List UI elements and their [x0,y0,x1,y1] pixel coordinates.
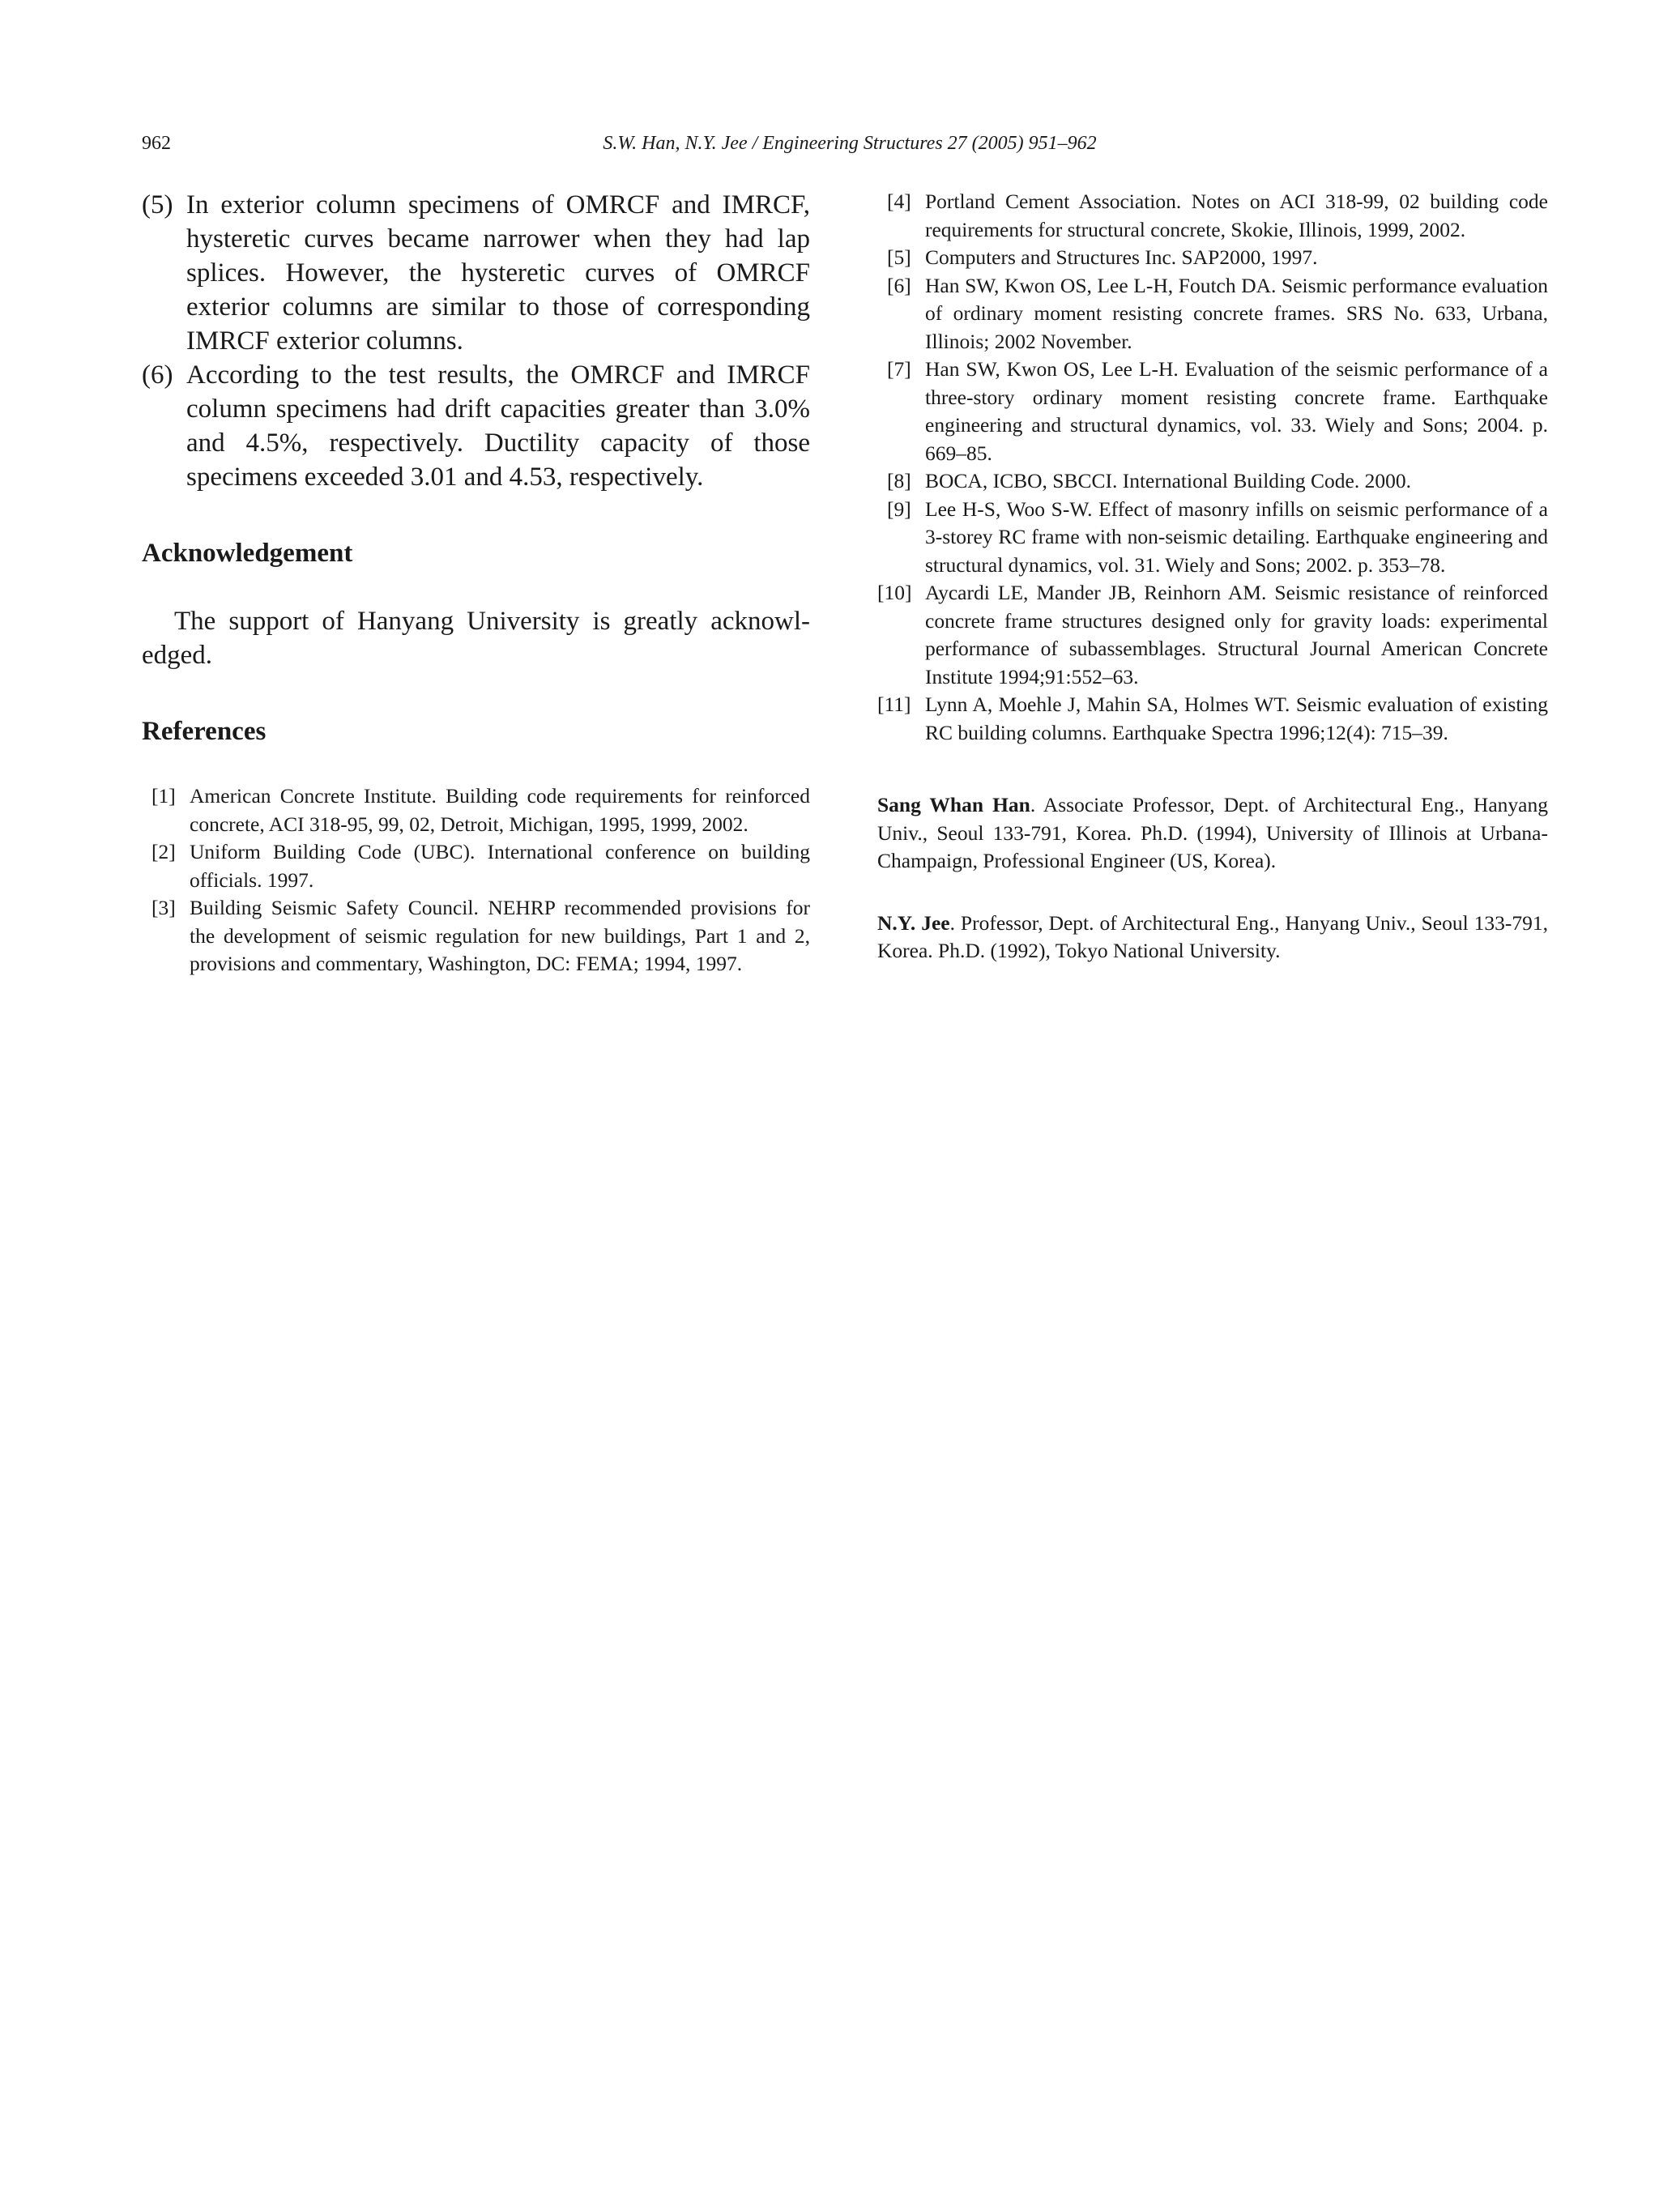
reference-number: [4] [887,190,911,213]
reference-text: Lee H-S, Woo S-W. Effect of masonry infills on seismic performance of a 3-storey RC frame with non-seismic detailing. Earthquake engineering and structural dynamics, vol. 31. Wiely and Sons; 2002. p. 353–78. [925,497,1548,577]
reference-list-left [142,782,810,978]
acknowledgement-heading: Acknowledgement [142,539,353,568]
conclusion-number: (5) [142,190,173,219]
reference-number: [2] [151,840,176,863]
reference-list-right [877,188,1548,747]
reference-number: [8] [887,469,911,492]
reference-item [877,188,1548,244]
author-bio-text: . Associate Professor, Dept. of Architectural Eng., Hanyang Univ., Seoul 133-791, Korea. Ph.D. (1994), University of Illinois at Urbana-Champaign, Professional Engineer (US, Korea). [877,793,1548,872]
reference-number: [11] [877,693,911,716]
reference-number: [6] [887,273,911,297]
reference-text: Aycardi LE, Mander JB, Reinhorn AM. Seismic resistance of reinforced concrete frame structures designed only for gravity loads: experimental performance of subassemblages. Structural Journal American Concrete Institute 1994;91:552–63. [925,581,1548,688]
reference-item [877,467,1548,496]
reference-number: [9] [887,497,911,521]
reference-item [877,496,1548,580]
reference-number: [1] [151,784,176,808]
author-biography [877,791,1548,876]
reference-number: [7] [887,357,911,381]
reference-text: Han SW, Kwon OS, Lee L-H. Evaluation of the seismic performance of a three-story ordinary moment resisting concrete frame. Earthquake engineering and structural dynamics, vol. 33. Wiely and Sons; 2004. p. 669–85. [925,357,1548,465]
reference-text: Portland Cement Association. Notes on ACI 318-99, 02 building code requirements for structural concrete, Skokie, Illinois, 1999, 2002. [925,190,1548,241]
reference-number: [10] [877,581,912,604]
reference-text: BOCA, ICBO, SBCCI. International Building Code. 2000. [925,469,1411,492]
author-name: Sang Whan Han [877,793,1030,816]
page-number: 962 [142,133,171,154]
reference-item [142,838,810,894]
reference-number: [3] [151,896,176,919]
conclusion-text: In exterior column specimens of OMRCF and IMRCF, hysteretic curves became narrower when they had lap splices. However, the hysteretic curves of OMRCF exterior columns are similar to those of corresponding IMRCF exterior columns. [186,190,810,356]
acknowledgement-text: The support of Hanyang University is greatly acknowl-edged. [142,607,810,670]
author-bio-text: . Professor, Dept. of Architectural Eng., Hanyang Univ., Seoul 133-791, Korea. Ph.D. (1992), Tokyo National University. [877,910,1548,962]
reference-item [877,272,1548,356]
reference-text: Lynn A, Moehle J, Mahin SA, Holmes WT. Seismic evaluation of existing RC building columns. Earthquake Spectra 1996;12(4): 715–39. [925,693,1548,744]
right-column [877,188,1548,965]
reference-text: American Concrete Institute. Building code requirements for reinforced concrete, ACI 318-95, 99, 02, Detroit, Michigan, 1995, 1999, 2002. [190,784,810,836]
reference-item [142,782,810,838]
references-heading: References [142,717,267,746]
conclusion-text: According to the test results, the OMRCF and IMRCF column specimens had drift capacities greater than 3.0% and 4.5%, respectively. Ductility capacity of those specimens exceeded 3.01 and 4.53, respectively. [186,360,810,492]
reference-item [877,579,1548,691]
left-column [142,188,810,978]
reference-item [877,356,1548,467]
reference-item [877,244,1548,272]
conclusion-item [142,188,810,358]
reference-text: Han SW, Kwon OS, Lee L-H, Foutch DA. Seismic performance evaluation of ordinary moment resisting concrete frames. SRS No. 633, Urbana, Illinois; 2002 November. [925,273,1548,353]
conclusion-list [142,188,810,494]
reference-text: Uniform Building Code (UBC). International conference on building officials. 1997. [190,840,810,892]
author-name: N.Y. Jee [877,910,950,935]
conclusion-number: (6) [142,360,173,390]
reference-text: Computers and Structures Inc. SAP2000, 1997. [925,245,1318,269]
journal-citation: S.W. Han, N.Y. Jee / Engineering Structures 27 (2005) 951–962 [603,133,1097,154]
author-biography [877,910,1548,965]
running-header [142,130,1558,157]
reference-item [877,691,1548,747]
conclusion-item [142,358,810,494]
reference-text: Building Seismic Safety Council. NEHRP recommended provisions for the development of seismic regulation for new buildings, Part 1 and 2, provisions and commentary, Washington, DC: FEMA; 1994, 1997. [190,896,810,975]
reference-number: [5] [887,245,911,269]
reference-item [142,894,810,978]
